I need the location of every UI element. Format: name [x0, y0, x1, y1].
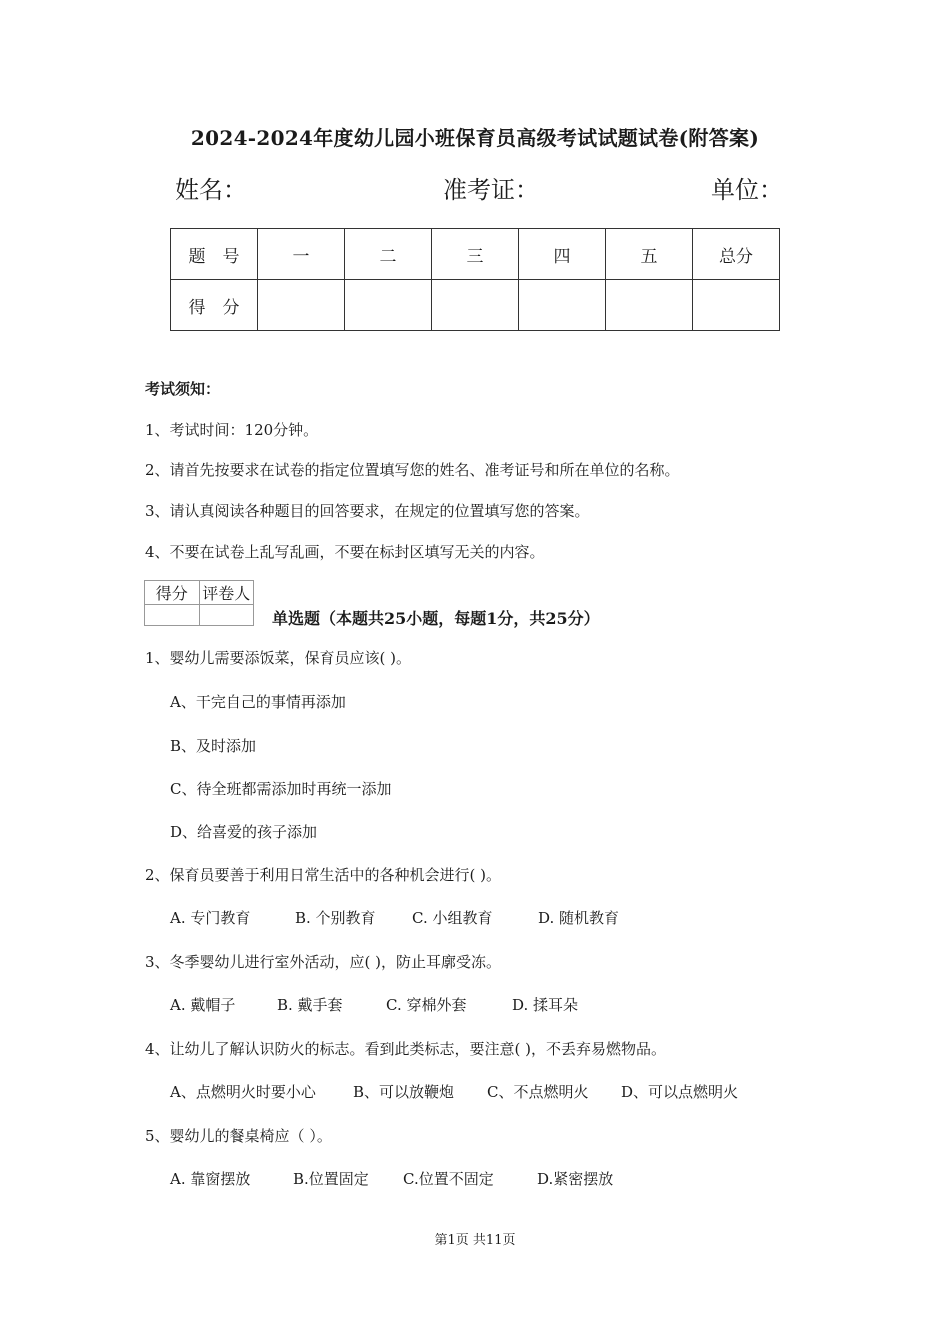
- score-table-cell: 三: [432, 229, 519, 280]
- question-option: D、给喜爱的孩子添加: [170, 823, 318, 841]
- question-option: C. 穿棉外套: [386, 996, 467, 1014]
- grader-score-cell[interactable]: [145, 605, 200, 626]
- question-option: B. 戴手套: [277, 996, 343, 1014]
- notice-item: 3、请认真阅读各种题目的回答要求，在规定的位置填写您的答案。: [145, 502, 590, 520]
- question-option: C. 小组教育: [412, 909, 493, 927]
- notice-item: 4、不要在试卷上乱写乱画，不要在标封区填写无关的内容。: [145, 543, 545, 561]
- question-option: A. 专门教育: [170, 909, 251, 927]
- question-option: D. 揉耳朵: [512, 996, 579, 1014]
- question-option: A、干完自己的事情再添加: [170, 693, 346, 711]
- grader-score-label: 得分: [145, 581, 200, 605]
- question-option: D.紧密摆放: [537, 1170, 614, 1188]
- question-option: B. 个别教育: [295, 909, 376, 927]
- question-option: A. 靠窗摆放: [170, 1170, 251, 1188]
- question-option: B、及时添加: [170, 737, 257, 755]
- question-stem: 5、婴幼儿的餐桌椅应（ ）。: [145, 1127, 332, 1145]
- question-option: C.位置不固定: [403, 1170, 494, 1188]
- question-option: A、点燃明火时要小心: [170, 1083, 316, 1101]
- question-stem: 2、保育员要善于利用日常生活中的各种机会进行( )。: [145, 866, 502, 884]
- score-input-cell[interactable]: [519, 280, 606, 331]
- score-input-cell[interactable]: [258, 280, 345, 331]
- unit-label: 单位：: [711, 176, 783, 204]
- score-table-cell: 五: [606, 229, 693, 280]
- score-row-label: 得 分: [171, 280, 258, 331]
- grader-reviewer-label: 评卷人: [199, 581, 254, 605]
- score-input-cell[interactable]: [345, 280, 432, 331]
- question-stem: 4、让幼儿了解认识防火的标志。看到此类标志，要注意( )，不丢弃易燃物品。: [145, 1040, 667, 1058]
- question-stem: 1、婴幼儿需要添饭菜，保育员应该( )。: [145, 649, 412, 667]
- notice-heading: 考试须知：: [145, 380, 221, 398]
- score-table-score-row: [171, 280, 780, 331]
- question-option: A. 戴帽子: [170, 996, 236, 1014]
- score-table-header-row: [171, 229, 780, 280]
- question-stem: 3、冬季婴幼儿进行室外活动，应( )，防止耳廓受冻。: [145, 953, 502, 971]
- question-option: C、待全班都需添加时再统一添加: [170, 780, 392, 798]
- score-table-cell: 四: [519, 229, 606, 280]
- question-options-row: [170, 1168, 613, 1189]
- score-input-cell[interactable]: [606, 280, 693, 331]
- question-option: B、可以放鞭炮: [353, 1083, 455, 1101]
- exam-title: 2024-2024年度幼儿园小班保育员高级考试试题试卷(附答案): [190, 126, 760, 150]
- score-input-cell[interactable]: [693, 280, 780, 331]
- ticket-number-label: 准考证：: [443, 176, 539, 204]
- question-option: C、不点燃明火: [487, 1083, 589, 1101]
- score-table-cell: 总分: [693, 229, 780, 280]
- score-table-cell: 题 号: [171, 229, 258, 280]
- question-options-row: [170, 907, 619, 928]
- notice-item: 1、考试时间：120分钟。: [145, 421, 319, 439]
- question-option: D. 随机教育: [538, 909, 620, 927]
- question-option: B.位置固定: [293, 1170, 369, 1188]
- grader-box: [144, 580, 254, 626]
- score-input-cell[interactable]: [432, 280, 519, 331]
- name-label: 姓名：: [175, 176, 247, 204]
- notice-item: 2、请首先按要求在试卷的指定位置填写您的姓名、准考证号和所在单位的名称。: [145, 461, 680, 479]
- page-footer: 第1页 共11页: [434, 1233, 516, 1248]
- grader-reviewer-cell[interactable]: [199, 605, 254, 626]
- score-table: [170, 228, 780, 331]
- question-options-row: [170, 994, 578, 1015]
- score-table-cell: 二: [345, 229, 432, 280]
- question-option: D、可以点燃明火: [621, 1083, 739, 1101]
- score-table-cell: 一: [258, 229, 345, 280]
- question-options-row: [170, 1081, 738, 1102]
- section-title: 单选题（本题共25小题，每题1分，共25分）: [272, 609, 600, 628]
